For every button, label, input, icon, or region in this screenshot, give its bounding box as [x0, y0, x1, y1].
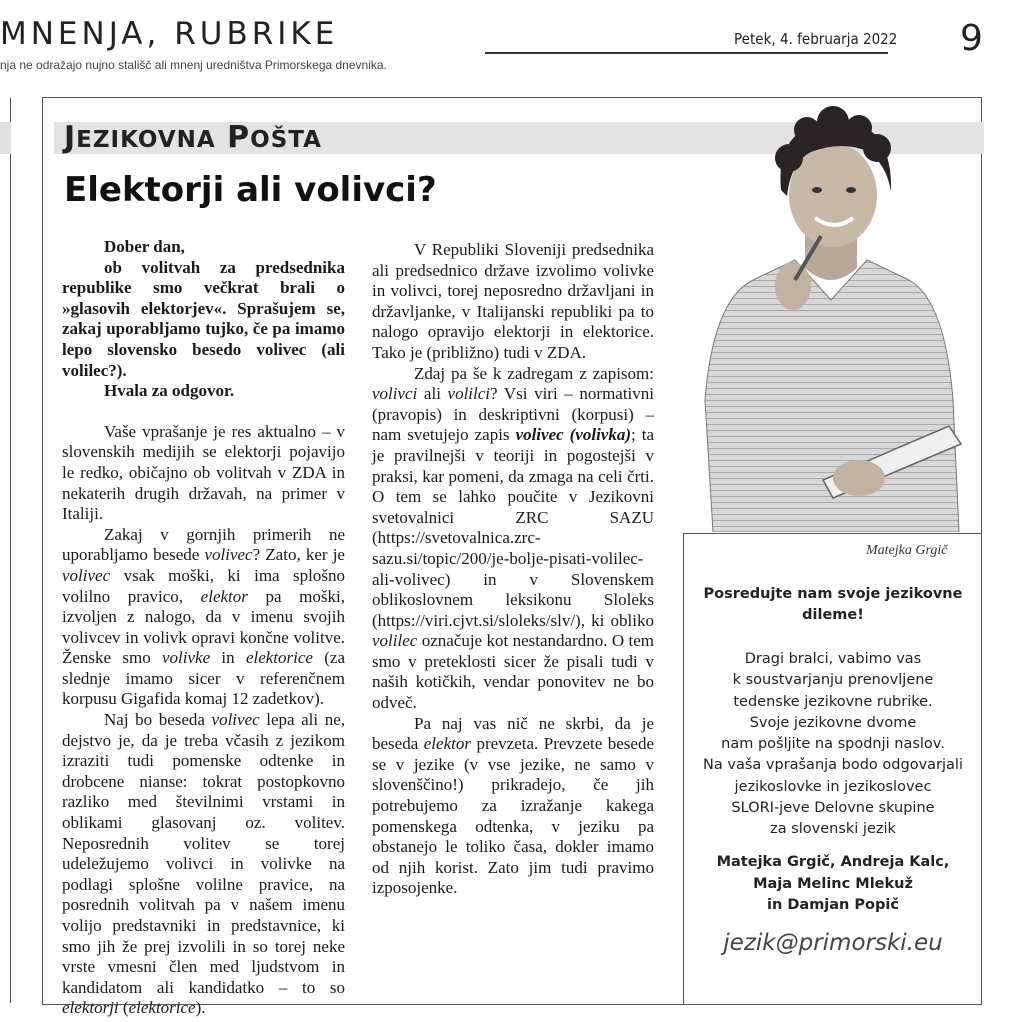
column-divider — [10, 98, 11, 1003]
adjacent-kicker-band — [0, 122, 11, 154]
issue-date: Petek, 4. februarja 2022 — [734, 30, 898, 48]
page-number: 9 — [960, 18, 983, 59]
answer-paragraph-4: V Republiki Sloveniji predsednika ali predsednico države izvolimo volivke in volivci, torej neposredno državljani in državljanke, v Italijanski republiki pa to nalogo opravijo elektorji in elektorice. Tako je (približno) tudi v ZDA. — [372, 240, 654, 362]
answer-paragraph-6: Pa naj vas nič ne skrbi, da je beseda elektor prevzeta. Prevzete besede se v jezike (v vse jezike, ne samo v slovenščino!) prikradejo, če jih potrebujemo za izražanje kakega pomenskega odtenka, v jeziku pa obstanejo le toliko časa, dokler imamo od njih korist. Zato jim tudi pravimo izposojenke. — [372, 713, 654, 898]
letter-thanks: Hvala za odgovor. — [104, 381, 235, 401]
article-column-1 — [62, 237, 345, 1019]
answer-paragraph-1: Vaše vprašanje je res aktualno – v slovenskih medijih se elektorji pojavijo le redko, običajno ob volitvah v ZDA in nekaterih drugih državah, na primer v Italiji. — [62, 421, 345, 524]
letter-greeting: Dober dan, — [104, 237, 185, 256]
disclaimer-text: nja ne odražajo nujno stališč ali mnenj uredništva Primorskega dnevnika. — [0, 58, 387, 72]
article-column-2 — [372, 240, 654, 899]
contact-email: jezik@primorski.eu — [723, 930, 943, 956]
article-headline: Elektorji ali volivci? — [64, 170, 437, 210]
contributor-names: Matejka Grgič, Andreja Kalc, Maja Melinc Mlekuž in Damjan Popič — [716, 854, 950, 913]
letter-body: ob volitvah za predsednika republike smo večkrat brali o »glasovih elektorjev«. Sprašujem se, zakaj uporabljamo tujko, če pa imamo lepo slovensko besedo volivec (ali volilec?). — [62, 257, 345, 380]
answer-paragraph-5: Zdaj pa še k zadregam z zapisom: volivci ali volilci? Vsi viri – normativni (pravopis) in deskriptivni (korpusi) – nam svetujejo zapis volivec (volivka); ta je pravilnejši v teoriji in pogostejši v praksi, kar pomeni, da zmaga na celi črti. O tem se lahko poučite v Jezikovni svetovalnici ZRC SAZU (https://svetovalnica.zrc-sazu.si/topic/200/je-bolje-pisati-volilec-ali-volivec) in v Slovenskem oblikoslovnem leksikonu Sloleks (https://viri.cjvt.si/sloleks/slv/), ki obliko volilec označuje kot nestandardno. O tem smo v preteklosti sicer že pisali tudi v naših kotičkih, vendar ponovitev ne bo odveč. — [372, 363, 655, 713]
info-heading: Posredujte nam svoje jezikovne dileme! — [703, 586, 963, 623]
section-title: MNENJA, RUBRIKE — [0, 16, 339, 52]
info-body: Dragi bralci, vabimo vas k soustvarjanju prenovljene tedenske jezikovne rubrike. Svoje jezikovne dvome nam pošljite na spodnji naslov. Na vaša vprašanja bodo odgovarjali jezikoslovke in jezikoslovec SLORI-jeve Delovne skupine za slovenski jezik — [703, 651, 963, 838]
author-photo — [683, 100, 979, 532]
header-rule — [485, 52, 888, 54]
photo-caption: Matejka Grgič — [866, 543, 948, 558]
answer-paragraph-3: Naj bo beseda volivec lepa ali ne, dejstvo je, da je treba včasih z jezikom izraziti tudi pomenske odtenke in drobcene nianse: tokrat postopkovno razliko med številnimi vrstami in oblikami glasovanj oz. volitev. Neposrednih volitev se torej udeležujemo volivci in volivke na podlagi splošne volilne pravice, na posrednih volitvah pa v našem imenu volijo predstavniki in predstavnice, ki smo jih že prej izvolili in so torej neke vrste vmesni člen med ljudstvom in kandidatom ali kandidatko – to so elektorji (elektorice). — [62, 710, 345, 1018]
answer-paragraph-2: Zakaj v gornjih primerih ne uporabljamo besede volivec? Zato, ker je volivec vsak moški, ki ima splošno volilno pravico, elektor pa moški, izvoljen z nalogo, da v imenu svojih volivcev in volivk opravi končne volitve. Ženske smo volivke in elektorice (za slednje imamo sicer v referenčnem korpusu Gigafida komaj 12 zadetkov). — [62, 524, 345, 709]
rubric-kicker: JEZIKOVNA POŠTA — [64, 120, 322, 155]
